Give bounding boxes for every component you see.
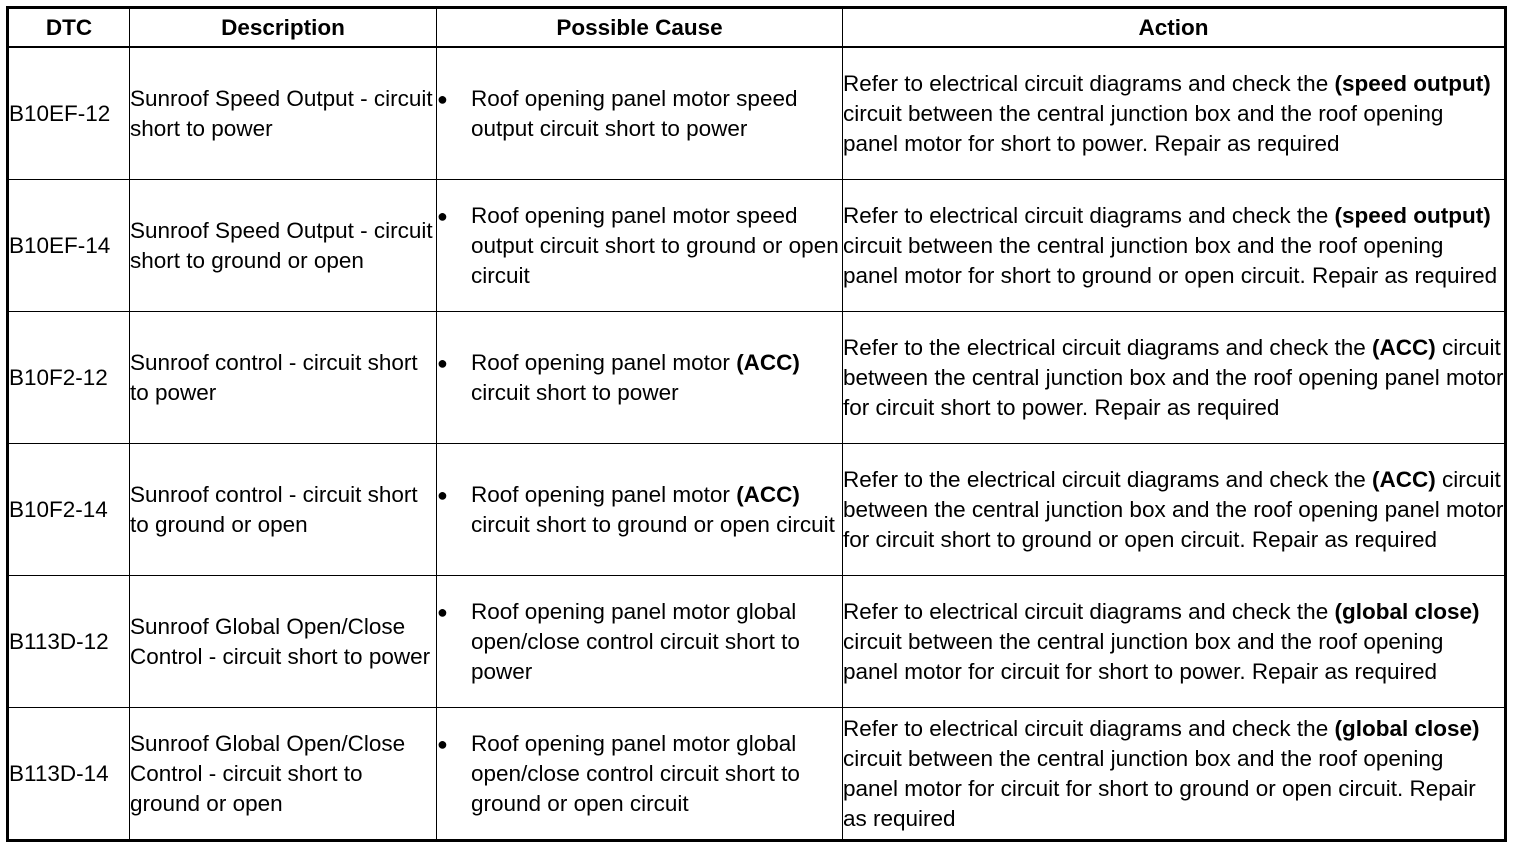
cause-segment: Roof opening panel motor speed output circuit short to ground or open circuit	[471, 202, 839, 288]
dtc-description: Sunroof Speed Output - circuit short to ground or open	[130, 180, 437, 312]
action-segment: Refer to electrical circuit diagrams and check the	[843, 598, 1335, 624]
table-row	[8, 312, 1506, 444]
bullet-icon: ●	[437, 601, 448, 622]
dtc-description: Sunroof control - circuit short to ground or open	[130, 444, 437, 576]
bullet-icon: ●	[437, 205, 448, 226]
cause-list-item	[437, 348, 842, 408]
action-segment: circuit between the central junction box and the roof opening panel motor for short to ground or open circuit. Repair as required	[843, 232, 1498, 288]
header-row	[8, 8, 1506, 48]
action-text	[843, 444, 1506, 576]
action-text	[843, 47, 1506, 180]
dtc-code: B113D-12	[8, 576, 130, 708]
cause-text	[471, 729, 842, 819]
dtc-description: Sunroof control - circuit short to power	[130, 312, 437, 444]
cause-segment: Roof opening panel motor	[471, 481, 737, 507]
table-header	[8, 8, 1506, 48]
cause-segment: Roof opening panel motor	[471, 349, 737, 375]
bullet-icon: ●	[437, 88, 448, 109]
table-row	[8, 576, 1506, 708]
cause-segment: Roof opening panel motor speed output circuit short to power	[471, 85, 798, 141]
cause-text	[471, 84, 842, 144]
cause-text	[471, 348, 842, 408]
cause-segment: circuit short to power	[471, 379, 679, 405]
action-text	[843, 708, 1506, 841]
action-emphasis: (speed output)	[1334, 70, 1491, 96]
action-segment: Refer to electrical circuit diagrams and check the	[843, 70, 1335, 96]
cause-segment: Roof opening panel motor global open/close control circuit short to ground or open circuit	[471, 730, 800, 816]
bullet-icon: ●	[437, 733, 448, 754]
action-emphasis: (ACC)	[1372, 334, 1436, 360]
cause-text	[471, 480, 842, 540]
dtc-description: Sunroof Global Open/Close Control - circuit short to ground or open	[130, 708, 437, 841]
dtc-code: B113D-14	[8, 708, 130, 841]
header-description: Description	[130, 8, 437, 48]
action-text	[843, 312, 1506, 444]
table-row	[8, 180, 1506, 312]
possible-cause	[437, 708, 843, 841]
cause-list-item	[437, 201, 842, 291]
dtc-description: Sunroof Global Open/Close Control - circuit short to power	[130, 576, 437, 708]
dtc-description: Sunroof Speed Output - circuit short to power	[130, 47, 437, 180]
cause-emphasis: (ACC)	[736, 481, 800, 507]
action-text	[843, 576, 1506, 708]
table-row	[8, 708, 1506, 841]
action-segment: circuit between the central junction box and the roof opening panel motor for circuit short to power. Repair as required	[843, 334, 1504, 420]
action-text	[843, 180, 1506, 312]
cause-text	[471, 597, 842, 687]
cause-text	[471, 201, 842, 291]
cause-list-item	[437, 597, 842, 687]
dtc-table	[6, 6, 1507, 842]
dtc-code: B10F2-12	[8, 312, 130, 444]
cause-segment: Roof opening panel motor global open/close control circuit short to power	[471, 598, 800, 684]
bullet-icon: ●	[437, 352, 448, 373]
action-segment: Refer to electrical circuit diagrams and check the	[843, 715, 1335, 741]
action-segment: Refer to the electrical circuit diagrams and check the	[843, 466, 1372, 492]
action-segment: circuit between the central junction box and the roof opening panel motor for circuit for short to ground or open circuit. Repair as required	[843, 745, 1476, 831]
action-segment: circuit between the central junction box and the roof opening panel motor for circuit for short to power. Repair as required	[843, 628, 1444, 684]
dtc-code: B10EF-14	[8, 180, 130, 312]
cause-list-item	[437, 480, 842, 540]
possible-cause	[437, 312, 843, 444]
action-emphasis: (global close)	[1334, 715, 1480, 741]
possible-cause	[437, 180, 843, 312]
cause-segment: circuit short to ground or open circuit	[471, 511, 835, 537]
bullet-icon: ●	[437, 484, 448, 505]
table-body	[8, 47, 1506, 841]
action-emphasis: (ACC)	[1372, 466, 1436, 492]
header-possible-cause: Possible Cause	[437, 8, 843, 48]
action-segment: circuit between the central junction box and the roof opening panel motor for short to power. Repair as required	[843, 100, 1444, 156]
dtc-code: B10F2-14	[8, 444, 130, 576]
possible-cause	[437, 444, 843, 576]
possible-cause	[437, 47, 843, 180]
table-row	[8, 47, 1506, 180]
action-emphasis: (speed output)	[1334, 202, 1491, 228]
action-emphasis: (global close)	[1334, 598, 1480, 624]
dtc-code: B10EF-12	[8, 47, 130, 180]
cause-list-item	[437, 84, 842, 144]
action-segment: Refer to the electrical circuit diagrams and check the	[843, 334, 1372, 360]
table-row	[8, 444, 1506, 576]
action-segment: Refer to electrical circuit diagrams and check the	[843, 202, 1335, 228]
header-action: Action	[843, 8, 1506, 48]
action-segment: circuit between the central junction box and the roof opening panel motor for circuit short to ground or open circuit. Repair as required	[843, 466, 1504, 552]
header-dtc: DTC	[8, 8, 130, 48]
cause-emphasis: (ACC)	[736, 349, 800, 375]
possible-cause	[437, 576, 843, 708]
cause-list-item	[437, 729, 842, 819]
